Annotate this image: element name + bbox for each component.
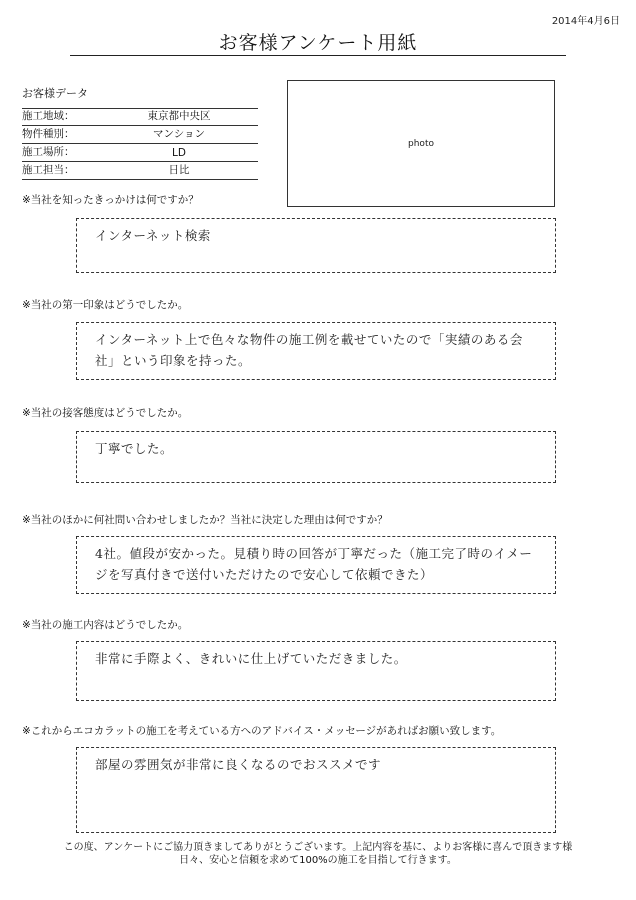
footer-line-1: この度、アンケートにご協力頂きましてありがとうございます。上記内容を基に、よりお客様に喜んで頂きます様 [63, 842, 573, 853]
data-label: 施工場所： [22, 146, 75, 158]
footer-note [30, 841, 606, 867]
footer-line-2: 日々、安心と信頼を求めて100%の施工を目指して行きます。 [179, 855, 457, 866]
answer-box-3 [76, 431, 556, 483]
data-row-location [22, 144, 258, 162]
data-row-staff [22, 162, 258, 180]
answer-text-5: 非常に手際よく、きれいに仕上げていただきました。 [95, 651, 407, 666]
page-title: お客様アンケート用紙 [218, 32, 418, 54]
data-label: 物件種別： [22, 128, 75, 140]
data-label: 施工担当： [22, 164, 75, 176]
data-value: マンション [152, 128, 206, 140]
data-row-property-type [22, 126, 258, 144]
question-6: ※これからエコカラットの施工を考えている方へのアドバイス・メッセージがあればお願い致します。 [22, 725, 502, 737]
data-row-area [22, 108, 258, 126]
answer-box-4 [76, 536, 556, 594]
answer-text-2: インターネット上で色々な物件の施工例を載せていたので「実績のある会社」という印象を持った。 [95, 332, 523, 368]
customer-data-heading: お客様データ [22, 87, 88, 100]
data-label: 施工地域： [22, 110, 75, 122]
title-underline [70, 55, 566, 56]
data-value: 日比 [168, 164, 190, 176]
answer-text-3: 丁寧でした。 [95, 441, 174, 456]
photo-label: photo [408, 138, 434, 149]
question-2: ※当社の第一印象はどうでしたか。 [22, 299, 189, 311]
answer-text-4: 4社。値段が安かった。見積り時の回答が丁寧だった（施工完了時のイメージを写真付きで送付いただけたので安心して依頼できた） [95, 546, 533, 582]
data-value: 東京都中央区 [147, 110, 211, 122]
question-3: ※当社の接客態度はどうでしたか。 [22, 407, 189, 419]
question-5: ※当社の施工内容はどうでしたか。 [22, 619, 189, 631]
answer-box-1 [76, 218, 556, 273]
question-1: ※当社を知ったきっかけは何ですか？ [22, 194, 199, 206]
photo-box [287, 80, 555, 207]
answer-text-1: インターネット検索 [95, 228, 211, 243]
answer-box-5 [76, 641, 556, 701]
answer-box-6 [76, 747, 556, 833]
survey-date: 2014年4月6日 [551, 16, 620, 27]
answer-text-6: 部屋の雰囲気が非常に良くなるのでおススメです [95, 757, 382, 772]
question-4: ※当社のほかに何社問い合わせしましたか？当社に決定した理由は何ですか？ [22, 514, 388, 526]
customer-data-table [22, 108, 258, 180]
answer-box-2 [76, 322, 556, 380]
data-value: LD [172, 147, 186, 159]
